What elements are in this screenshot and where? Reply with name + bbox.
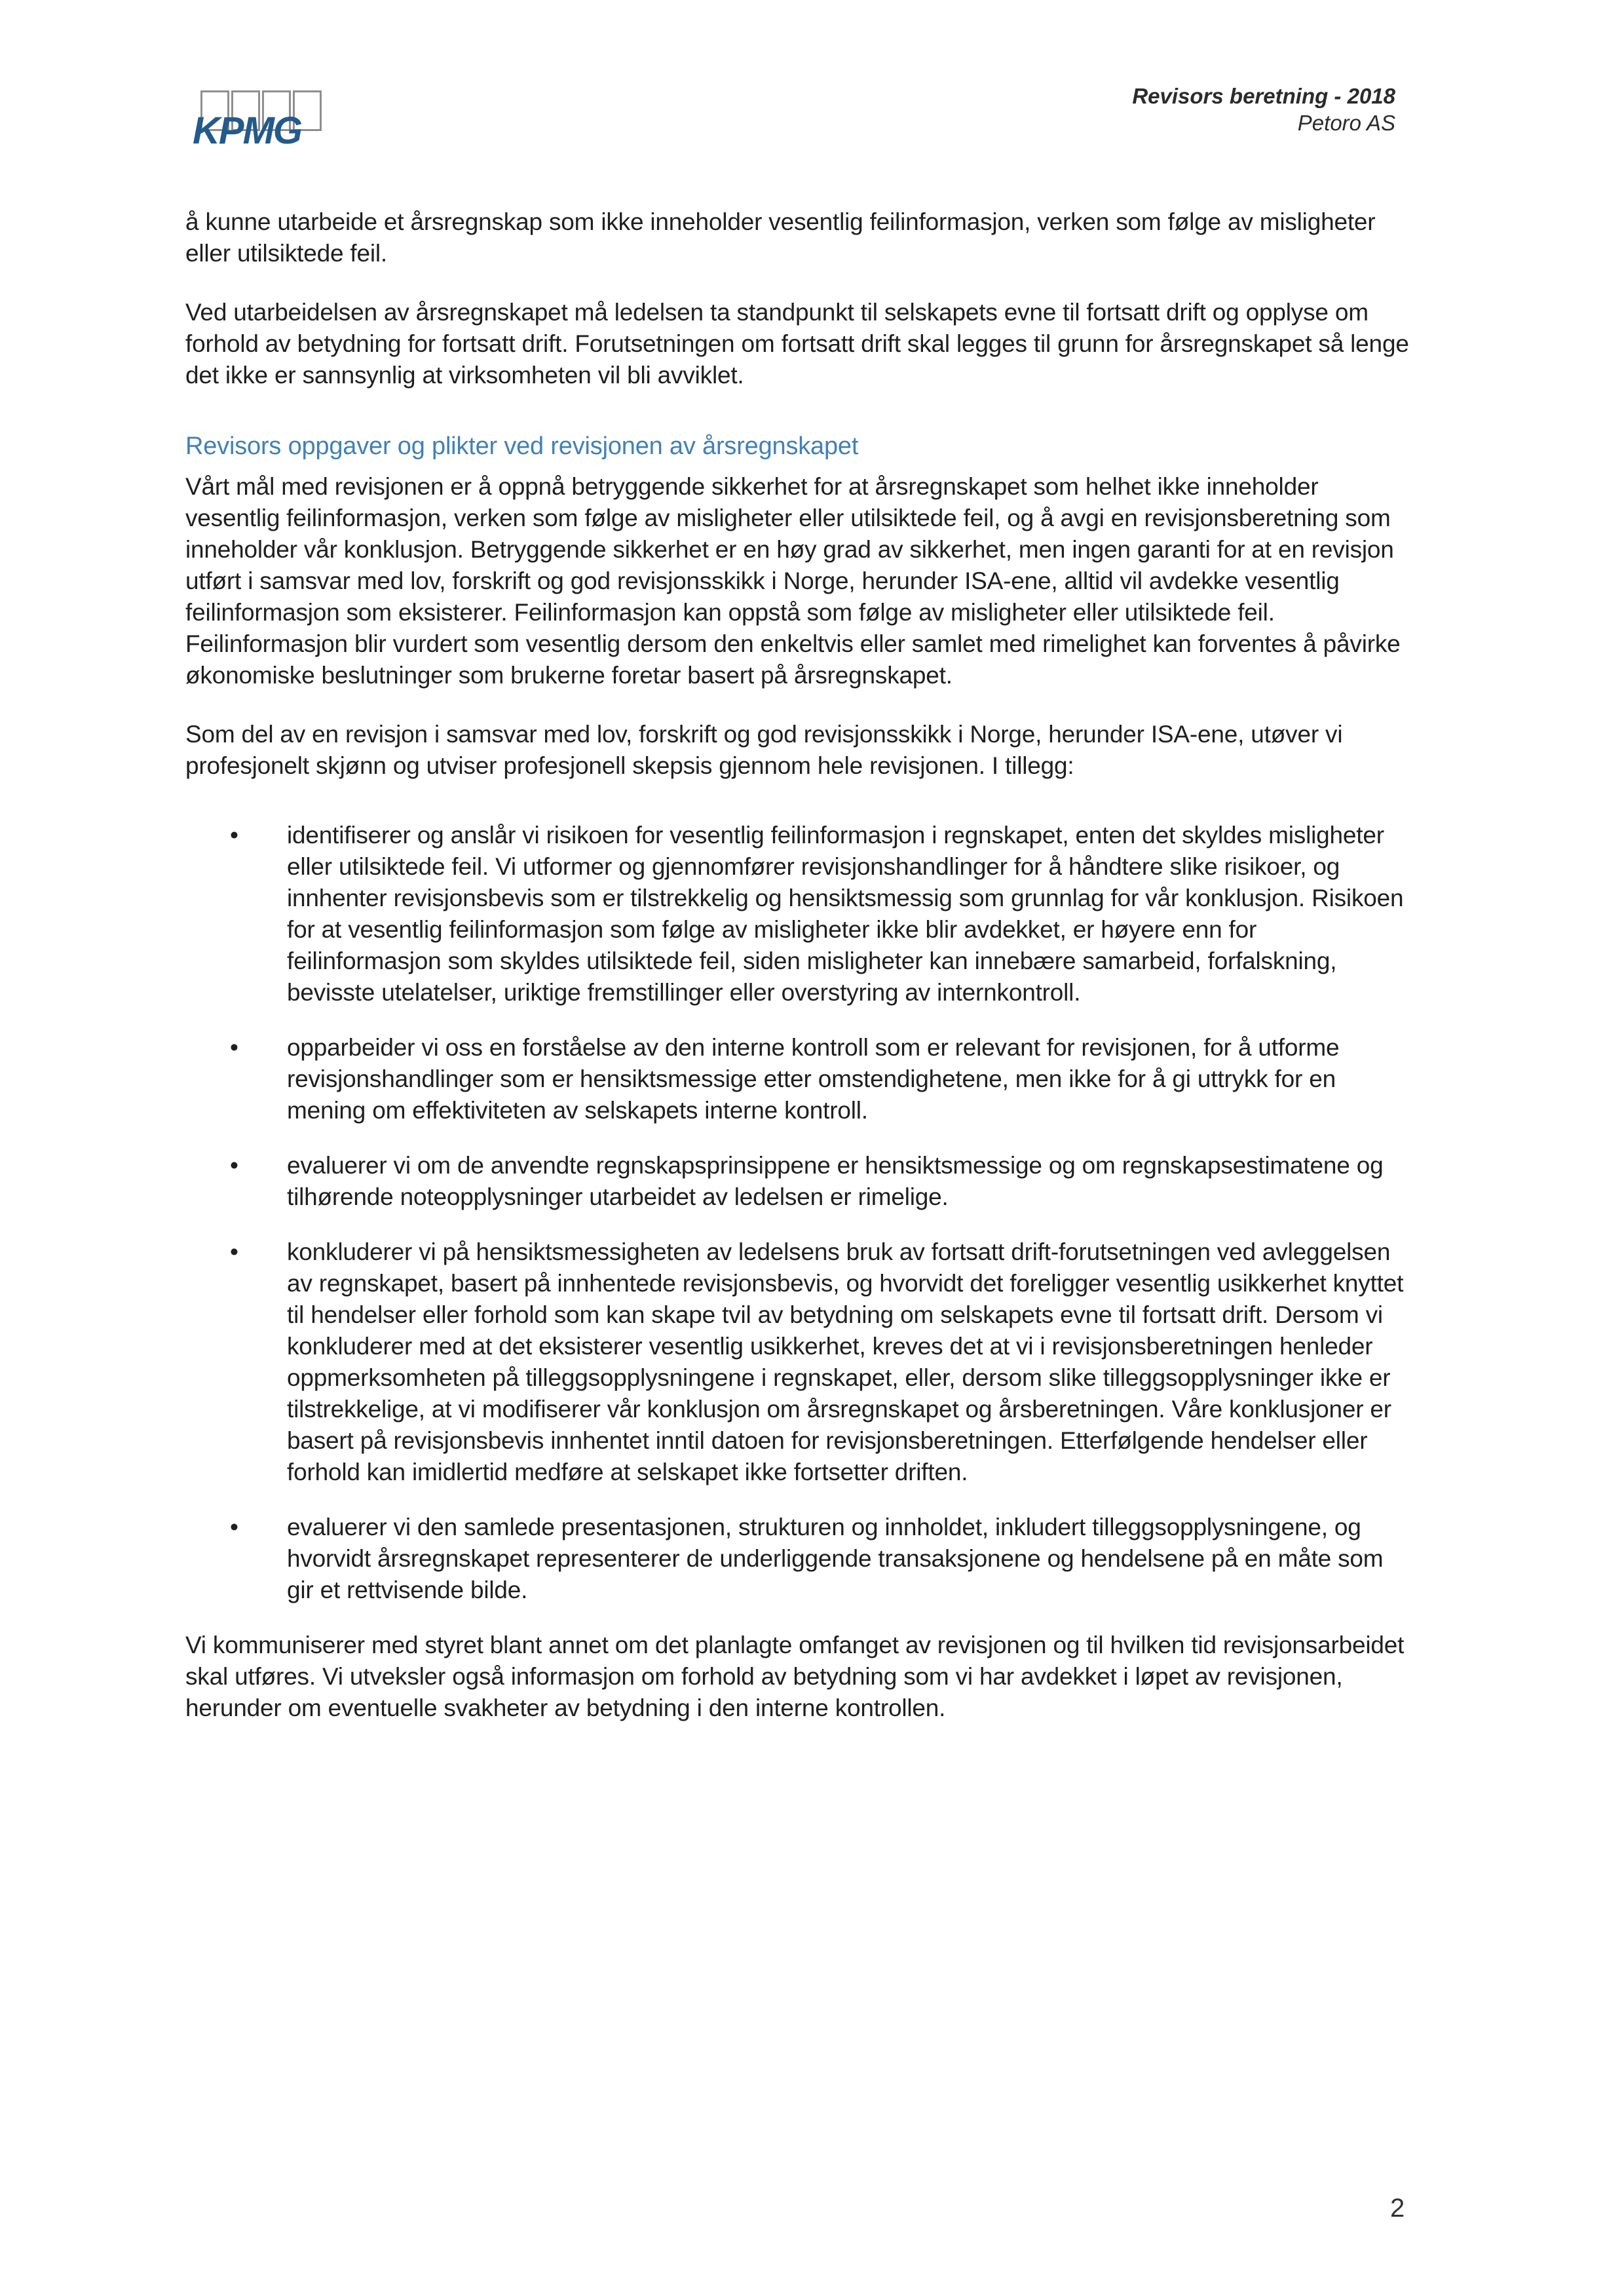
bullet-text: evaluerer vi den samlede presentasjonen, strukturen og innholdet, inkludert tilleggsopplysningene, og hvorvidt årsregnskapet representerer de underliggende transaksjonene og hendelsene på en måte som gir et rettvisende bilde. bbox=[287, 1514, 1384, 1603]
bullet-item bbox=[185, 820, 1416, 1008]
document-body bbox=[185, 0, 1416, 1751]
document-title: Revisors beretning - 2018 bbox=[1132, 84, 1395, 108]
bullet-text: identifiserer og anslår vi risikoen for vesentlig feilinformasjon i regnskapet, enten det skyldes misligheter eller utilsiktede feil. Vi utformer og gjennomfører revisjonshandlinger for å håndtere slike risikoer, og innhenter revisjonsbevis som er tilstrekkelig og hensiktsmessig som grunnlag for vår konklusjon. Risikoen for at vesentlig feilinformasjon som følge av misligheter ikke blir avdekket, er høyere enn for feilinformasjon som skyldes utilsiktede feil, siden misligheter kan innebære samarbeid, forfalskning, bevisste utelatelser, uriktige fremstillinger eller overstyring av internkontroll. bbox=[287, 822, 1404, 1006]
bullet-marker-icon: • bbox=[230, 1034, 238, 1061]
body-paragraph: Vårt mål med revisjonen er å oppnå betryggende sikkerhet for at årsregnskapet som helhet ikke inneholder vesentlig feilinformasjon, verken som følge av misligheter eller utilsiktede feil, og å avgi en revisjonsberetning som inneholder vår konklusjon. Betryggende sikkerhet er en høy grad av sikkerhet, men ingen garanti for at en revisjon utført i samsvar med lov, forskrift og god revisjonsskikk i Norge, herunder ISA-ene, alltid vil avdekke vesentlig feilinformasjon som eksisterer. Feilinformasjon kan oppstå som følge av misligheter eller utilsiktede feil. Feilinformasjon blir vurdert som vesentlig dersom den enkeltvis eller samlet med rimelighet kan forventes å påvirke økonomiske beslutninger som brukerne foretar basert på årsregnskapet. bbox=[185, 473, 1401, 689]
bullet-marker-icon: • bbox=[230, 1238, 238, 1265]
bullet-marker-icon: • bbox=[230, 1152, 238, 1179]
bullet-list bbox=[185, 820, 1416, 1606]
page-number: 2 bbox=[1390, 2194, 1405, 2223]
bullet-item bbox=[185, 1032, 1416, 1126]
body-paragraph: å kunne utarbeide et årsregnskap som ikke inneholder vesentlig feilinformasjon, verken som følge av misligheter eller utilsiktede feil. bbox=[185, 208, 1376, 267]
bullet-text: evaluerer vi om de anvendte regnskapsprinsippene er hensiktsmessige og om regnskapsestimatene og tilhørende noteopplysninger utarbeidet av ledelsen er rimelige. bbox=[287, 1152, 1384, 1210]
bullet-item bbox=[185, 1512, 1416, 1606]
bullet-item bbox=[185, 1150, 1416, 1213]
bullet-text: konkluderer vi på hensiktsmessigheten av ledelsens bruk av fortsatt drift-forutsetningen ved avleggelsen av regnskapet, basert på innhentede revisjonsbevis, og hvorvidt det foreligger vesentlig usikkerhet knyttet til hendelser eller forhold som kan skape tvil av betydning om selskapets evne til fortsatt drift. Dersom vi konkluderer med at det eksisterer vesentlig usikkerhet, kreves det at vi i revisjonsberetningen henleder oppmerksomheten på tilleggsopplysningene i regnskapet, eller, dersom slike tilleggsopplysninger ikke er tilstrekkelige, at vi modifiserer vår konklusjon om årsregnskapet og årsberetningen. Våre konklusjoner er basert på revisjonsbevis innhentet inntil datoen for revisjonsberetningen. Etterfølgende hendelser eller forhold kan imidlertid medføre at selskapet ikke fortsetter driften. bbox=[287, 1238, 1404, 1485]
bullet-marker-icon: • bbox=[230, 1514, 238, 1540]
bullet-text: opparbeider vi oss en forståelse av den interne kontroll som er relevant for revisjonen, for å utforme revisjonshandlinger som er hensiktsmessige etter omstendighetene, men ikke for å gi uttrykk for en mening om effektiviteten av selskapets interne kontroll. bbox=[287, 1034, 1340, 1124]
body-paragraph: Som del av en revisjon i samsvar med lov, forskrift og god revisjonsskikk i Norge, herunder ISA-ene, utøver vi profesjonelt skjønn og utviser profesjonell skepsis gjennom hele revisjonen. I tillegg: bbox=[185, 721, 1343, 779]
bullet-item bbox=[185, 1236, 1416, 1488]
section-heading: Revisors oppgaver og plikter ved revisjonen av årsregnskapet bbox=[185, 432, 859, 460]
document-company: Petoro AS bbox=[1297, 111, 1395, 135]
bullet-marker-icon: • bbox=[230, 822, 238, 849]
body-paragraph: Vi kommuniserer med styret blant annet om det planlagte omfanget av revisjonen og til hvilken tid revisjonsarbeidet skal utføres. Vi utveksler også informasjon om forhold av betydning som vi har avdekket i løpet av revisjonen, herunder om eventuelle svakheter av betydning i den interne kontrollen. bbox=[185, 1632, 1405, 1721]
body-paragraph: Ved utarbeidelsen av årsregnskapet må ledelsen ta standpunkt til selskapets evne til fortsatt drift og opplyse om forhold av betydning for fortsatt drift. Forutsetningen om fortsatt drift skal legges til grunn for årsregnskapet så lenge det ikke er sannsynlig at virksomheten vil bli avviklet. bbox=[185, 299, 1409, 389]
kpmg-logo-text: KPMG bbox=[193, 109, 301, 152]
